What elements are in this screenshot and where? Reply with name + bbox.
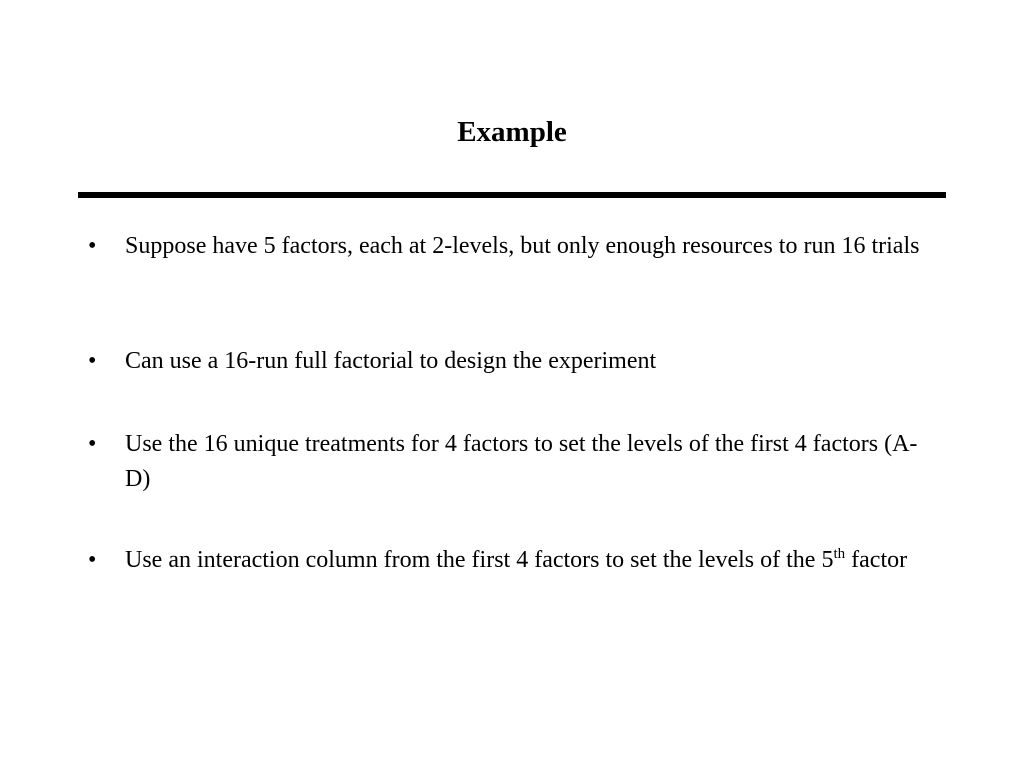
bullet-text-tail: factor xyxy=(845,547,908,573)
bullet-text xyxy=(125,543,938,578)
bullet-text: Use the 16 unique treatments for 4 factors to set the levels of the first 4 factors (A-D) xyxy=(125,431,918,492)
bullet-icon: • xyxy=(88,233,97,259)
bullet-icon: • xyxy=(88,547,97,573)
slide-title: Example xyxy=(457,116,567,148)
bullet-icon: • xyxy=(88,431,97,457)
bullet-icon: • xyxy=(88,348,97,374)
title-divider xyxy=(78,192,946,198)
bullet-text-main: Use an interaction column from the first 4 factors to set the levels of the 5 xyxy=(125,547,834,573)
bullet-text: Can use a 16-run full factorial to design the experiment xyxy=(125,348,657,374)
ordinal-superscript: th xyxy=(833,546,846,562)
bullet-text: Suppose have 5 factors, each at 2-levels, but only enough resources to run 16 trials xyxy=(125,233,920,259)
